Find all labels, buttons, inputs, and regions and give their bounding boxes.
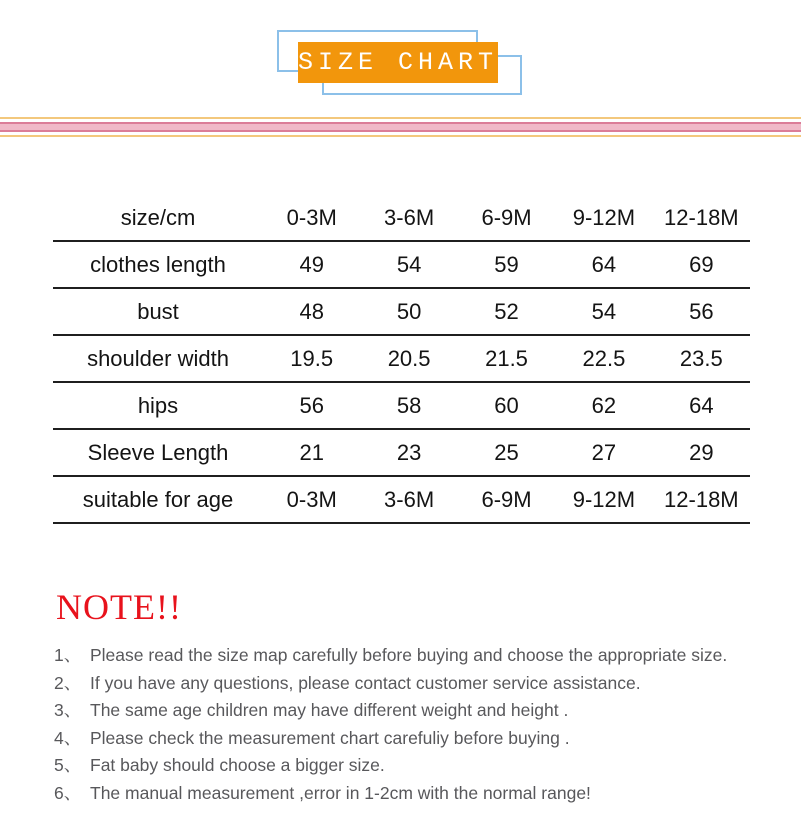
size-value-cell: 58 (396, 392, 422, 418)
size-value-cell: 49 (299, 251, 324, 277)
row-label: bust (137, 298, 179, 324)
note-item (54, 725, 764, 753)
row-label: hips (137, 392, 179, 418)
note-item-text: Please check the measurement chart carefuliy before buying . (90, 727, 570, 748)
note-item (54, 670, 764, 698)
row-label: Sleeve Length (87, 439, 229, 465)
note-item (54, 642, 764, 670)
size-value-cell: 64 (689, 392, 714, 418)
size-value-cell: 56 (299, 392, 324, 418)
size-value-cell: 19.5 (290, 345, 334, 371)
size-value-cell: 27 (591, 439, 617, 465)
size-value-cell: 48 (299, 298, 324, 324)
note-item (54, 752, 764, 780)
note-heading: NOTE!! (56, 587, 182, 627)
row-label: shoulder width (87, 345, 229, 371)
size-value-cell: 69 (689, 251, 714, 277)
size-table (53, 195, 750, 524)
note-item-text: Please read the size map carefully before buying and choose the appropriate size. (90, 645, 728, 665)
row-label: clothes length (90, 251, 226, 277)
size-value-cell: 54 (396, 251, 422, 277)
note-item (54, 780, 764, 808)
note-item (54, 697, 764, 725)
note-item-text: The same age children may have different weight and height . (90, 700, 569, 720)
size-value-cell: 9-12M (572, 486, 636, 512)
notes-list (54, 642, 764, 807)
size-value-cell: 62 (591, 392, 617, 418)
size-column-header: 6-9M (481, 204, 532, 230)
size-unit-label: size/cm (120, 204, 196, 230)
note-item-number: 6、 (54, 782, 82, 803)
size-value-cell: 0-3M (286, 486, 337, 512)
size-value-cell: 29 (689, 439, 714, 465)
size-value-cell: 21.5 (485, 345, 528, 371)
table-row (53, 195, 750, 242)
table-row (53, 336, 750, 383)
note-item-number: 4、 (54, 727, 82, 748)
size-chart-title-banner (298, 42, 498, 83)
table-row (53, 242, 750, 289)
size-value-cell: 50 (396, 298, 422, 324)
size-value-cell: 6-9M (481, 486, 532, 512)
size-column-header: 3-6M (384, 204, 435, 230)
stripe-line (0, 135, 801, 137)
size-value-cell: 23.5 (679, 345, 723, 371)
size-value-cell: 21 (299, 439, 324, 465)
size-value-cell: 3-6M (384, 486, 435, 512)
size-value-cell: 60 (494, 392, 519, 418)
table-row (53, 477, 750, 524)
note-item-text: Fat baby should choose a bigger size. (90, 755, 385, 775)
size-value-cell: 23 (396, 439, 422, 465)
size-value-cell: 64 (591, 251, 617, 277)
note-item-number: 1、 (54, 645, 82, 665)
size-column-header: 9-12M (572, 204, 636, 230)
note-item-number: 5、 (54, 755, 82, 775)
size-column-header: 0-3M (286, 204, 337, 230)
size-column-header: 12-18M (664, 204, 739, 230)
row-label: suitable for age (82, 486, 234, 512)
size-value-cell: 59 (494, 251, 519, 277)
note-item-number: 3、 (54, 700, 82, 720)
table-row (53, 383, 750, 430)
size-value-cell: 22.5 (582, 345, 626, 371)
size-value-cell: 20.5 (387, 345, 431, 371)
note-item-text: If you have any questions, please contact customer service assistance. (90, 672, 641, 693)
table-row (53, 289, 750, 336)
page-title: SIZE CHART (297, 48, 499, 77)
note-item-text: The manual measurement ,error in 1-2cm with the normal range! (90, 782, 591, 803)
size-value-cell: 25 (494, 439, 519, 465)
size-value-cell: 56 (689, 298, 714, 324)
size-value-cell: 12-18M (664, 486, 739, 512)
divider-stripes (0, 117, 801, 137)
size-value-cell: 52 (494, 298, 519, 324)
note-item-number: 2、 (54, 672, 82, 693)
table-row (53, 430, 750, 477)
size-value-cell: 54 (591, 298, 617, 324)
